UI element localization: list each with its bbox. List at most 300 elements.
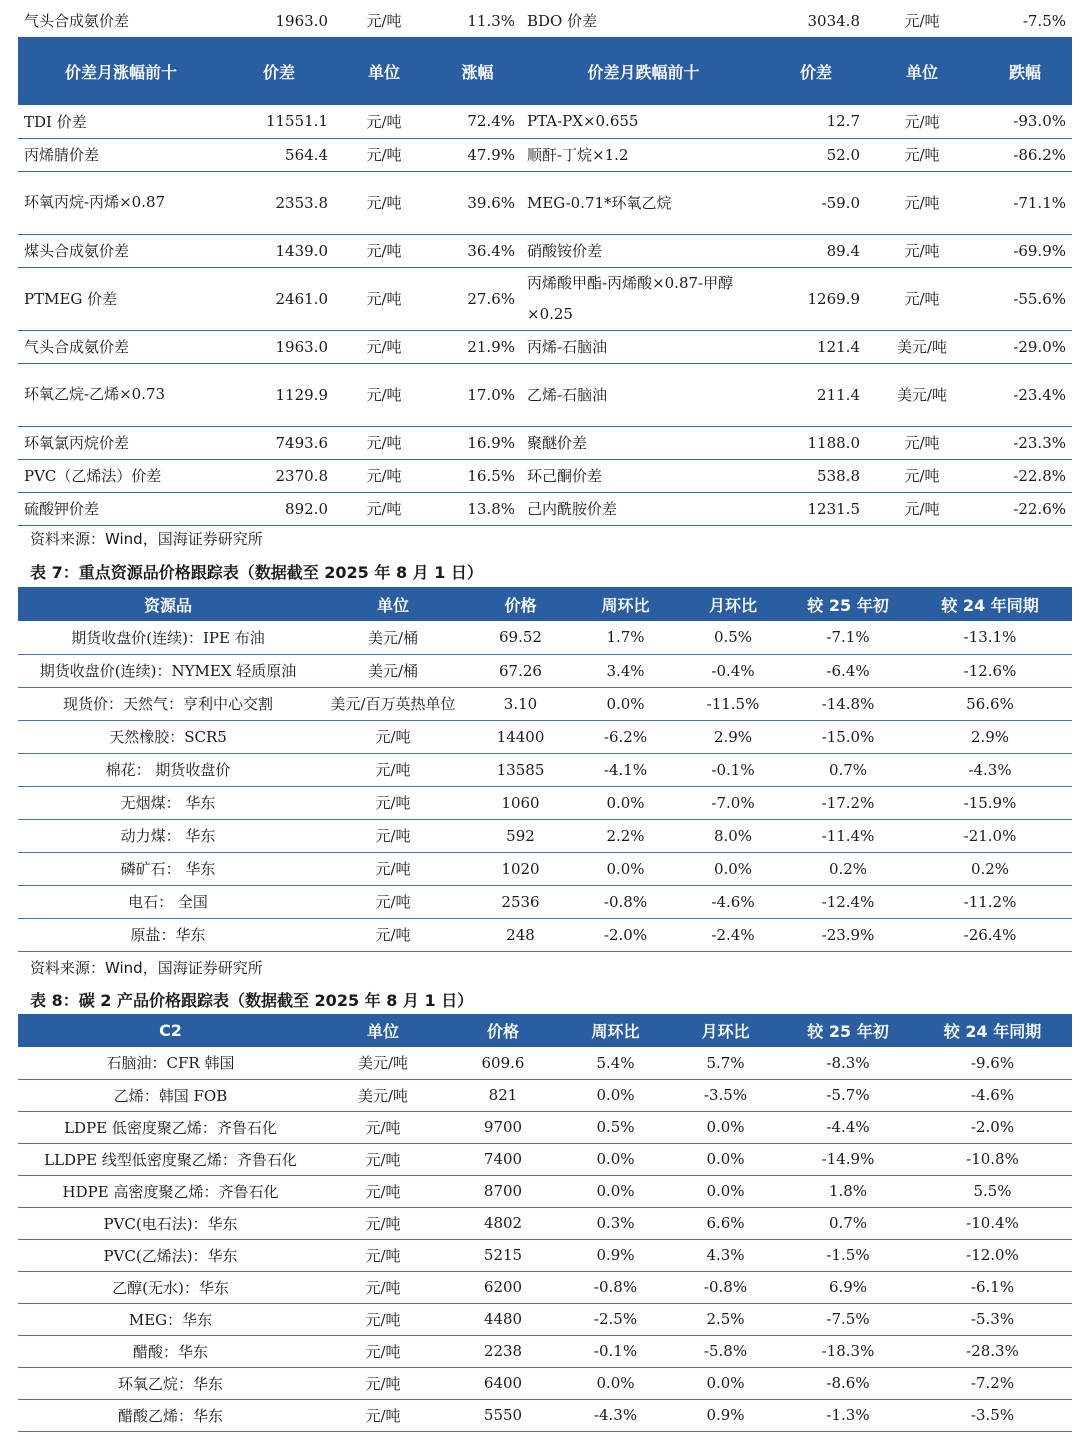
table-cell: 0.5% [678, 621, 788, 654]
table-cell: 醋酸：华东 [18, 1335, 323, 1367]
table-cell: 27.6% [434, 267, 521, 330]
table-cell: 元/吨 [318, 852, 468, 885]
table-cell: -6.1% [913, 1271, 1072, 1303]
table-cell: -11.5% [678, 687, 788, 720]
table-cell: 元/吨 [866, 459, 978, 492]
table-cell: 2353.8 [224, 171, 334, 234]
table-row [18, 918, 1072, 951]
table-cell: 2536 [468, 885, 573, 918]
table-cell: 1129.9 [224, 363, 334, 426]
table-cell: 元/吨 [318, 885, 468, 918]
table-cell: 39.6% [434, 171, 521, 234]
table-cell: 元/吨 [323, 1399, 443, 1431]
table-row [18, 1047, 1072, 1079]
header-cell: 涨幅 [434, 37, 521, 105]
header-cell: 价差 [766, 37, 866, 105]
table-row [18, 1175, 1072, 1207]
header-cell: 单位 [334, 37, 434, 105]
table-cell: 6.9% [783, 1271, 913, 1303]
table-cell: -14.8% [788, 687, 908, 720]
table-cell: 0.0% [573, 687, 678, 720]
table-cell: -4.6% [913, 1079, 1072, 1111]
table7-caption: 表 7：重点资源品价格跟踪表（数据截至 2025 年 8 月 1 日） [30, 563, 483, 582]
table-cell: 0.0% [668, 1367, 783, 1399]
table-cell: 2.9% [678, 720, 788, 753]
table-cell: 1188.0 [766, 426, 866, 459]
table-cell: -86.2% [978, 138, 1072, 171]
table-cell: 元/吨 [366, 12, 402, 30]
table-cell: 13.8% [434, 492, 521, 525]
table-cell: 己内酰胺价差 [521, 492, 766, 525]
table-cell: 5.7% [668, 1047, 783, 1079]
header-cell: 较 24 年同期 [908, 587, 1072, 621]
table-cell: 11551.1 [224, 105, 334, 138]
header-cell: 跌幅 [978, 37, 1072, 105]
table-cell: -55.6% [978, 267, 1072, 330]
table-cell: -6.4% [788, 654, 908, 687]
table-cell: 元/吨 [323, 1239, 443, 1271]
table-cell: 52.0 [766, 138, 866, 171]
table-cell: -93.0% [978, 105, 1072, 138]
table-cell: 4802 [443, 1207, 563, 1239]
table-cell: 元/吨 [866, 426, 978, 459]
table-cell: 元/吨 [318, 918, 468, 951]
table-cell: 1269.9 [766, 267, 866, 330]
table-cell: 0.9% [668, 1399, 783, 1431]
table-cell: -23.4% [978, 363, 1072, 426]
table-cell: -23.3% [978, 426, 1072, 459]
table-cell: 期货收盘价(连续)：NYMEX 轻质原油 [18, 654, 318, 687]
table-row [18, 234, 1072, 267]
table-cell: 石脑油：CFR 韩国 [18, 1047, 323, 1079]
table-cell: 聚醚价差 [521, 426, 766, 459]
table-cell: 元/吨 [323, 1175, 443, 1207]
table-cell: 气头合成氨价差 [24, 12, 130, 30]
header-cell: 较 25 年初 [783, 1014, 913, 1047]
table-cell: 美元/吨 [323, 1079, 443, 1111]
table-cell: -14.9% [783, 1143, 913, 1175]
spread-ranking-table [18, 4, 1072, 526]
table-cell: 9700 [443, 1111, 563, 1143]
table-cell: 元/吨 [318, 786, 468, 819]
table-cell: 元/吨 [334, 105, 434, 138]
table-cell: 248 [468, 918, 573, 951]
table-cell: 元/吨 [866, 171, 978, 234]
table-cell: 3.4% [573, 654, 678, 687]
table-cell: 美元/桶 [318, 621, 468, 654]
table-cell: 0.2% [908, 852, 1072, 885]
table-cell: 环氧丙烷-丙烯×0.87 [18, 171, 224, 234]
table-row [18, 363, 1072, 426]
table-cell: -0.1% [563, 1335, 668, 1367]
table-cell: -7.2% [913, 1367, 1072, 1399]
table-cell: -29.0% [978, 330, 1072, 363]
table-cell: 元/吨 [334, 171, 434, 234]
table-cell: 17.0% [434, 363, 521, 426]
table-cell: -23.9% [788, 918, 908, 951]
table-cell: 13585 [468, 753, 573, 786]
table-cell: -21.0% [908, 819, 1072, 852]
table-cell: -69.9% [978, 234, 1072, 267]
table-cell: -11.2% [908, 885, 1072, 918]
table-cell: 14400 [468, 720, 573, 753]
header-cell: 较 25 年初 [788, 587, 908, 621]
table-row [18, 459, 1072, 492]
table-cell: 1439.0 [224, 234, 334, 267]
table-cell: 元/吨 [334, 267, 434, 330]
table-row [18, 720, 1072, 753]
table-cell: PVC(乙烯法)：华东 [18, 1239, 323, 1271]
table-cell: -11.4% [788, 819, 908, 852]
source-note: 资料来源：Wind，国海证券研究所 [30, 530, 263, 548]
table-cell: 2.9% [908, 720, 1072, 753]
table-cell: 1060 [468, 786, 573, 819]
table-cell: 8700 [443, 1175, 563, 1207]
table-cell: 元/吨 [866, 492, 978, 525]
table-cell: -15.0% [788, 720, 908, 753]
table-cell: 1.7% [573, 621, 678, 654]
table-cell: 3.10 [468, 687, 573, 720]
table-cell: 11.3% [467, 11, 515, 30]
table-cell: 丙烯腈价差 [18, 138, 224, 171]
table-cell: 美元/吨 [866, 330, 978, 363]
table-cell: -12.0% [913, 1239, 1072, 1271]
table-row [18, 1207, 1072, 1239]
table-cell: 0.7% [788, 753, 908, 786]
table-cell: 元/吨 [866, 105, 978, 138]
table-cell: 元/吨 [323, 1143, 443, 1175]
table-cell: 动力煤： 华东 [18, 819, 318, 852]
c2-price-table [18, 1014, 1072, 1432]
table-row [18, 330, 1072, 363]
table-row [18, 621, 1072, 654]
table-cell: 美元/桶 [318, 654, 468, 687]
table-cell: -22.8% [978, 459, 1072, 492]
table-cell: 元/吨 [323, 1111, 443, 1143]
table-cell: 4.3% [668, 1239, 783, 1271]
table-cell: 原盐：华东 [18, 918, 318, 951]
table-header-row [18, 587, 1072, 621]
table-cell: BDO 价差 [527, 12, 598, 30]
table-cell: -10.4% [913, 1207, 1072, 1239]
table-cell: -7.5% [783, 1303, 913, 1335]
table-cell: 0.2% [788, 852, 908, 885]
table-row [18, 1335, 1072, 1367]
table-cell: 美元/吨 [323, 1047, 443, 1079]
table-header-row [18, 37, 1072, 105]
table-cell: -2.0% [913, 1111, 1072, 1143]
header-cell: 价格 [443, 1014, 563, 1047]
table-cell: 元/吨 [334, 234, 434, 267]
table-cell: 0.9% [563, 1239, 668, 1271]
table-cell: 592 [468, 819, 573, 852]
table-cell: 元/吨 [323, 1303, 443, 1335]
header-cell: 价差月跌幅前十 [521, 37, 766, 105]
table-cell: 21.9% [434, 330, 521, 363]
table-row [18, 105, 1072, 138]
table-row [18, 1143, 1072, 1175]
table-cell: 元/吨 [866, 234, 978, 267]
table-cell: -28.3% [913, 1335, 1072, 1367]
table-cell: 89.4 [766, 234, 866, 267]
header-cell: 较 24 年同期 [913, 1014, 1072, 1047]
table-cell: 2.5% [668, 1303, 783, 1335]
table-cell: 1.8% [783, 1175, 913, 1207]
table-cell: 乙烯-石脑油 [521, 363, 766, 426]
table-cell: -0.8% [563, 1271, 668, 1303]
table-cell: 564.4 [224, 138, 334, 171]
header-cell: 单位 [323, 1014, 443, 1047]
table-cell: 5215 [443, 1239, 563, 1271]
table-cell: 0.0% [668, 1111, 783, 1143]
table-cell: 元/吨 [866, 138, 978, 171]
table-cell: 2.2% [573, 819, 678, 852]
table-cell: -0.4% [678, 654, 788, 687]
table-cell: 环氧乙烷：华东 [18, 1367, 323, 1399]
table-cell: 元/吨 [334, 138, 434, 171]
table-cell: -3.5% [913, 1399, 1072, 1431]
table-cell: 天然橡胶：SCR5 [18, 720, 318, 753]
table-cell: PTMEG 价差 [18, 267, 224, 330]
table-cell: -7.0% [678, 786, 788, 819]
table-cell: 元/吨 [334, 492, 434, 525]
table-cell: 211.4 [766, 363, 866, 426]
table-cell: 元/吨 [318, 753, 468, 786]
table-cell: -2.5% [563, 1303, 668, 1335]
table-cell: 电石： 全国 [18, 885, 318, 918]
table-cell: LDPE 低密度聚乙烯：齐鲁石化 [18, 1111, 323, 1143]
table-cell: -4.4% [783, 1111, 913, 1143]
table-cell: 0.0% [563, 1143, 668, 1175]
table-cell: 元/吨 [318, 720, 468, 753]
table-cell: 0.0% [563, 1079, 668, 1111]
table-cell: 1231.5 [766, 492, 866, 525]
table-row [18, 654, 1072, 687]
table-row [18, 687, 1072, 720]
table-cell: -0.8% [668, 1271, 783, 1303]
source-note: 资料来源：Wind，国海证券研究所 [30, 959, 263, 977]
table-row [18, 1367, 1072, 1399]
table-cell: 硫酸钾价差 [18, 492, 224, 525]
table-cell: 538.8 [766, 459, 866, 492]
header-cell: 月环比 [678, 587, 788, 621]
table-cell: 环氧氯丙烷价差 [18, 426, 224, 459]
table-row [18, 1271, 1072, 1303]
table-cell: 0.7% [783, 1207, 913, 1239]
table-cell: PTA-PX×0.655 [521, 105, 766, 138]
table-row [18, 4, 1072, 37]
table-cell: -4.6% [678, 885, 788, 918]
table-cell: -10.8% [913, 1143, 1072, 1175]
table-cell: 元/吨 [334, 426, 434, 459]
table-cell: 12.7 [766, 105, 866, 138]
table-cell: -5.3% [913, 1303, 1072, 1335]
table-cell: 美元/百万英热单位 [318, 687, 468, 720]
table-cell: -4.3% [563, 1399, 668, 1431]
table-cell: -0.1% [678, 753, 788, 786]
table-cell: 元/吨 [334, 459, 434, 492]
table-cell: 无烟煤： 华东 [18, 786, 318, 819]
table-cell: -8.3% [783, 1047, 913, 1079]
table-cell: LLDPE 线型低密度聚乙烯：齐鲁石化 [18, 1143, 323, 1175]
table-cell: 乙烯：韩国 FOB [18, 1079, 323, 1111]
table-cell: 2238 [443, 1335, 563, 1367]
header-cell: 价格 [468, 587, 573, 621]
table-cell: 0.0% [668, 1175, 783, 1207]
table-cell: 7400 [443, 1143, 563, 1175]
table-cell: 2461.0 [224, 267, 334, 330]
table-cell: 1963.0 [224, 330, 334, 363]
header-cell: 月环比 [668, 1014, 783, 1047]
table-cell: -18.3% [783, 1335, 913, 1367]
table-row [18, 267, 1072, 330]
table-cell: 磷矿石： 华东 [18, 852, 318, 885]
table-row [18, 819, 1072, 852]
table-cell: 0.3% [563, 1207, 668, 1239]
table-cell: PVC(电石法)：华东 [18, 1207, 323, 1239]
table-cell: 现货价：天然气：亨利中心交割 [18, 687, 318, 720]
resource-price-table [18, 587, 1072, 952]
table-cell: 元/吨 [904, 12, 940, 30]
table-cell: 56.6% [908, 687, 1072, 720]
table-cell: 元/吨 [323, 1271, 443, 1303]
table-cell: 7493.6 [224, 426, 334, 459]
table-cell: 5.5% [913, 1175, 1072, 1207]
table-cell: 121.4 [766, 330, 866, 363]
table-cell: 元/吨 [334, 330, 434, 363]
table-row [18, 138, 1072, 171]
table-cell: -12.4% [788, 885, 908, 918]
table-cell: 0.0% [573, 786, 678, 819]
table-cell: 0.0% [563, 1175, 668, 1207]
table-cell: 乙醇(无水)：华东 [18, 1271, 323, 1303]
table-header-row [18, 1014, 1072, 1047]
table-row [18, 885, 1072, 918]
header-cell: 单位 [318, 587, 468, 621]
table-row [18, 852, 1072, 885]
table-cell: 环氧乙烷-乙烯×0.73 [18, 363, 224, 426]
table-cell: 元/吨 [323, 1367, 443, 1399]
table-cell: -1.3% [783, 1399, 913, 1431]
table-cell: 元/吨 [866, 267, 978, 330]
table-cell: 72.4% [434, 105, 521, 138]
table-cell: 丙烯酸甲酯-丙烯酸×0.87-甲醇×0.25 [521, 267, 766, 330]
table-cell: 美元/吨 [866, 363, 978, 426]
table-cell: -5.8% [668, 1335, 783, 1367]
table-cell: PVC（乙烯法）价差 [18, 459, 224, 492]
table-row [18, 1399, 1072, 1431]
table-row [18, 426, 1072, 459]
table-cell: -4.3% [908, 753, 1072, 786]
table-cell: 2370.8 [224, 459, 334, 492]
header-cell: 周环比 [573, 587, 678, 621]
table8-caption: 表 8：碳 2 产品价格跟踪表（数据截至 2025 年 8 月 1 日） [30, 991, 474, 1010]
table-cell: 609.6 [443, 1047, 563, 1079]
table-cell: -4.1% [573, 753, 678, 786]
table-cell: -3.5% [668, 1079, 783, 1111]
table-cell: -13.1% [908, 621, 1072, 654]
table-cell: 硝酸铵价差 [521, 234, 766, 267]
header-cell: 价差 [224, 37, 334, 105]
header-cell: 资源品 [18, 587, 318, 621]
table-cell: 0.5% [563, 1111, 668, 1143]
table-cell: 0.0% [573, 852, 678, 885]
table-row [18, 1303, 1072, 1335]
table-cell: TDI 价差 [18, 105, 224, 138]
table-cell: 821 [443, 1079, 563, 1111]
table-cell: -71.1% [978, 171, 1072, 234]
table-cell: 顺酐-丁烷×1.2 [521, 138, 766, 171]
table-cell: -22.6% [978, 492, 1072, 525]
table-cell: 16.9% [434, 426, 521, 459]
table-cell: 1020 [468, 852, 573, 885]
table-cell: 16.5% [434, 459, 521, 492]
table-row [18, 753, 1072, 786]
table-cell: 元/吨 [334, 363, 434, 426]
table-row [18, 1111, 1072, 1143]
table-cell: -9.6% [913, 1047, 1072, 1079]
table-cell: -59.0 [766, 171, 866, 234]
table-cell: -7.5% [1022, 11, 1066, 30]
table-cell: -2.0% [573, 918, 678, 951]
header-cell: 单位 [866, 37, 978, 105]
table-cell: 元/吨 [318, 819, 468, 852]
table-cell: -17.2% [788, 786, 908, 819]
table-cell: 36.4% [434, 234, 521, 267]
table-cell: 0.0% [678, 852, 788, 885]
table-cell: 4480 [443, 1303, 563, 1335]
table-cell: 67.26 [468, 654, 573, 687]
table-cell: -6.2% [573, 720, 678, 753]
table-cell: 8.0% [678, 819, 788, 852]
table-cell: 期货收盘价(连续)：IPE 布油 [18, 621, 318, 654]
table-row [18, 492, 1072, 525]
table-cell: 6200 [443, 1271, 563, 1303]
table-cell: 丙烯-石脑油 [521, 330, 766, 363]
table-cell: MEG：华东 [18, 1303, 323, 1335]
table-cell: -0.8% [573, 885, 678, 918]
table-cell: 69.52 [468, 621, 573, 654]
table-cell: 1963.0 [275, 11, 328, 30]
table-cell: -12.6% [908, 654, 1072, 687]
table-cell: 元/吨 [323, 1335, 443, 1367]
table-cell: -15.9% [908, 786, 1072, 819]
header-cell: 周环比 [563, 1014, 668, 1047]
table-row [18, 786, 1072, 819]
table-cell: 元/吨 [323, 1207, 443, 1239]
table-cell: 棉花： 期货收盘价 [18, 753, 318, 786]
table-cell: 0.0% [668, 1143, 783, 1175]
table-cell: -1.5% [783, 1239, 913, 1271]
table-cell: 3034.8 [807, 11, 860, 30]
table-cell: 6.6% [668, 1207, 783, 1239]
table-cell: 5550 [443, 1399, 563, 1431]
table-cell: 6400 [443, 1367, 563, 1399]
table-cell: 环己酮价差 [521, 459, 766, 492]
header-cell: 价差月涨幅前十 [18, 37, 224, 105]
table-cell: -8.6% [783, 1367, 913, 1399]
table-cell: -7.1% [788, 621, 908, 654]
table-cell: 0.0% [563, 1367, 668, 1399]
table-cell: -5.7% [783, 1079, 913, 1111]
table-cell: 892.0 [224, 492, 334, 525]
table-cell: -2.4% [678, 918, 788, 951]
table-cell: 煤头合成氨价差 [18, 234, 224, 267]
table-row [18, 1079, 1072, 1111]
table-row [18, 1239, 1072, 1271]
table-row [18, 171, 1072, 234]
table-cell: HDPE 高密度聚乙烯：齐鲁石化 [18, 1175, 323, 1207]
